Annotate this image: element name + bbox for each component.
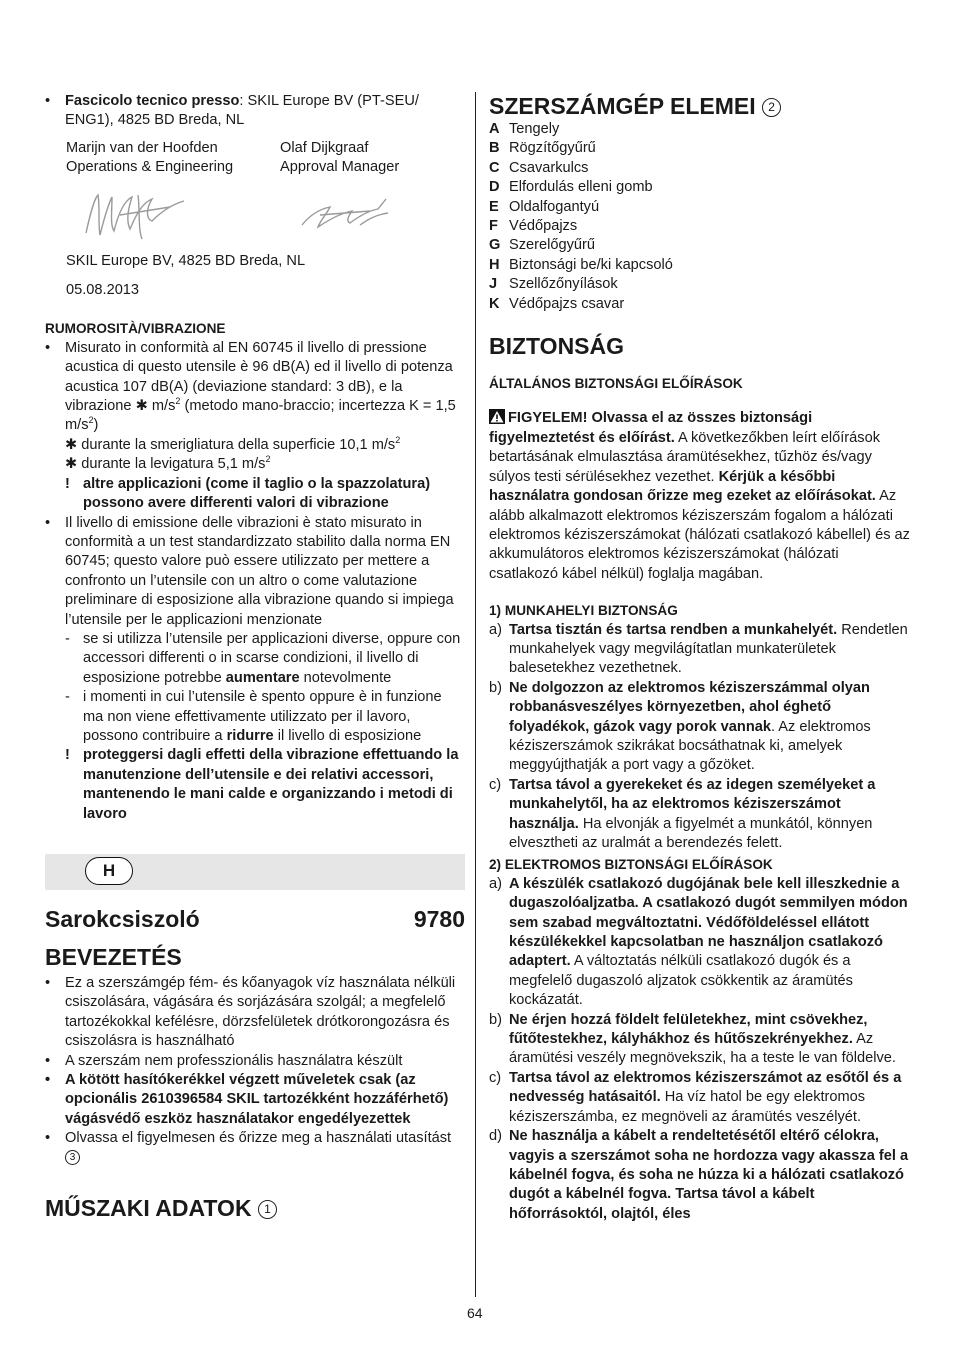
part-item: A Tengely <box>489 121 560 137</box>
signature-1 <box>80 185 190 245</box>
figure-ref-3: 3 <box>65 1150 80 1165</box>
work-safety-heading: 1) MUNKAHELYI BIZTONSÁG <box>489 603 678 619</box>
part-item: C Csavarkulcs <box>489 159 589 176</box>
figure-ref-2: 2 <box>762 98 781 117</box>
part-item: F Védőpajzs <box>489 218 578 235</box>
parts-heading: SZERSZÁMGÉP ELEMEI 2 <box>489 92 911 120</box>
general-safety-heading: ÁLTALÁNOS BIZTONSÁGI ELŐÍRÁSOK <box>489 376 743 392</box>
noise-star-1: ✱ durante la smerigliatura della superficie 10,1 $m/s^2$ <box>65 435 401 453</box>
product-title-row <box>45 905 465 933</box>
noise-star-2: ✱ durante la levigatura 5,1 $m/s^2$ <box>65 454 271 473</box>
noise-exclaim-1: ! altre applicazioni (come il taglio o la spazzolatura) possono avere differenti valori di vibrazione <box>65 475 431 512</box>
safety-heading: BIZTONSÁG <box>489 333 625 360</box>
column-divider <box>475 92 476 1297</box>
noise-item-2: • Il livello di emissione delle vibrazioni è stato misurato in conformità a un test standardizzato stabilito dalla norma EN 60745; questo valore può essere utilizzato per mettere a confronto un l’utensile con un altro o come valutazione preliminare di esposizione alla vibrazione quando si impiega l’utensile per le applicazioni menzionate <box>45 514 465 630</box>
part-item: G Szerelőgyűrű <box>489 237 595 254</box>
language-badge: H <box>85 857 133 885</box>
signer-2: Olaf Dijkgraaf Approval Manager <box>280 139 400 176</box>
noise-dash-2: - i momenti in cui l’utensile è spento oppure è in funzione ma non viene effettivamente utilizzato per il lavoro, possono contribuire a ridurre il livello di esposizione <box>65 689 442 744</box>
intro-item-2: • A szerszám nem professzionális használatra készült <box>45 1052 465 1071</box>
product-title: Sarokcsiszoló <box>45 906 200 932</box>
elec-item-c: c) Tartsa távol az elektromos kéziszerszámot az esőtől és a nedvesség hatásaitól. Ha víz hatol be egy elektromos kéziszerszámba, ez megnöveli az áramütés veszélyét. <box>489 1069 902 1125</box>
part-item: H Biztonsági be/ki kapcsoló <box>489 256 673 273</box>
work-item-c: c) Tartsa távol a gyerekeket és az idegen személyeket a munkahelytől, ha az elektromos kéziszerszámot használja. Ha elvonják a figyelmét a munkától, könnyen elvesztheti az uralmát a berendezés felett. <box>489 776 876 851</box>
part-item: K Védőpajzs csavar <box>489 295 625 312</box>
work-item-b: b) Ne dolgozzon az elektromos kéziszerszámmal olyan robbanásveszélyes környezetben, ahol éghető folyadékok, gázok vagy porok vannak. Az elektromos kéziszerszámok szikrákat bocsáthatnak ki, amelyek meggyújthatják a port vagy a gőzöket. <box>489 679 871 774</box>
work-item-a: a) Tartsa tisztán és tartsa rendben a munkahelyét. Rendetlen munkahelyek vagy megvilágítatlan munkaterületek balesetekhez vezethetnek. <box>489 621 908 677</box>
noise-dash-1: - se si utilizza l’utensile per applicazioni diverse, oppure con accessori differenti o in scarse condizioni, il livello di esposizione potrebbe aumentare notevolmente <box>65 630 461 686</box>
left-column <box>45 92 465 1222</box>
noise-item-1: • Misurato in conformità al EN 60745 il livello di pressione acustica di questo utensile è 96 dB(A) ed il livello di potenza acustica 107 dB(A) (deviazione standard: 3 dB), e la vibrazione ✱ $m/s^2$ (metodo mano-braccio; incertezza K = 1,5 $m/s^2$) <box>45 339 465 436</box>
noise-exclaim-2: ! proteggersi dagli effetti della vibrazione effettuando la manutenzione dell’utensile e dei relativi accessori, mantenendo le mani calde e organizzando i metodi di lavoro <box>65 747 459 822</box>
intro-item-3: • A kötött hasítókerékkel végzett műveletek csak (az opcionális 2610396584 SKIL tartozékként hozzáférhető) vágásvédő eszköz használatakor engedélyezettek <box>45 1071 465 1129</box>
fascicolo-item: • Fascicolo tecnico presso: SKIL Europe BV (PT-SEU/ ENG1), 4825 BD Breda, NL <box>45 92 465 131</box>
intro-heading: BEVEZETÉS <box>45 944 182 970</box>
declaration-date: 05.08.2013 <box>66 282 140 299</box>
signers <box>45 139 465 178</box>
general-warning: FIGYELEM! Olvassa el az összes biztonsági figyelmeztetést és előírást. A következőkben leírt előírások betartásának elmulasztása áramütésekhez, tűzhöz és/vagy súlyos testi sérülésekhez vezethet. Kérjük a későbbi használatra gondosan őrizze meg ezeket az előírásokat. Az alább alkalmazott elektromos kéziszerszám fogalom a hálózati elektromos kéziszerszámokat (hálózati csatlakozó kábellel) és az akkumulátoros elektromos kéziszerszámokat (hálózati csatlakozó kábel nélkül) foglalja magában. <box>489 410 910 582</box>
signatures <box>45 178 465 252</box>
electrical-safety-heading: 2) ELEKTROMOS BIZTONSÁGI ELŐÍRÁSOK <box>489 857 773 873</box>
company-address: SKIL Europe BV, 4825 BD Breda, NL <box>66 252 306 269</box>
elec-item-b: b) Ne érjen hozzá földelt felületekhez, mint csövekhez, fűtőtestekhez, kályhákhoz és hűtőszekrényekhez. Az áramütési veszély megnövekszik, ha a teste le van földelve. <box>489 1011 896 1067</box>
page-number: 64 <box>467 1305 483 1321</box>
parts-list <box>489 120 911 314</box>
figure-ref-1: 1 <box>258 1200 277 1219</box>
noise-heading: RUMOROSITÀ/VIBRAZIONE <box>45 321 226 337</box>
right-column <box>489 92 911 1224</box>
intro-item-1: • Ez a szerszámgép fém- és kőanyagok víz használata nélküli csiszolására, vágására és sorjázására szolgál; a megfelelő tartozékokkal kefélésre, dörzsfelületek drótkorongozásra és csiszolásra is használható <box>45 974 465 1052</box>
language-bar <box>45 854 465 890</box>
part-item: B Rögzítőgyűrű <box>489 140 596 157</box>
part-item: D Elfordulás elleni gomb <box>489 179 653 196</box>
part-item: J Szellőzőnyílások <box>489 276 618 293</box>
warning-icon <box>489 409 505 424</box>
part-item: E Oldalfogantyú <box>489 198 600 215</box>
tech-heading: MŰSZAKI ADATOK 1 <box>45 1194 465 1222</box>
signature-2 <box>290 185 400 245</box>
signer-1: Marijn van der Hoofden Operations & Engineering <box>66 139 234 176</box>
elec-item-d: d) Ne használja a kábelt a rendeltetésétől eltérő célokra, vagyis a szerszámot soha ne hordozza vagy akassza fel a kábelnél fogva, és soha ne húzza ki a hálózati csatlakozó dugót a kábelnél fogva. Tartsa távol a kábelt hőforrásoktól, olajtól, éles <box>489 1128 909 1222</box>
product-number: 9780 <box>413 906 465 932</box>
elec-item-a: a) A készülék csatlakozó dugójának bele kell illeszkednie a dugaszolóaljzatba. A csatlakozó dugót semmilyen módon sem szabad megváltoztatni. Védőföldeléssel ellátott készülékekkel kapcsolatban ne használjon csatlakozó adaptert. A változtatás nélküli csatlakozó dugók és a megfelelő dugaszoló aljzatok csökkentik az áramütés kockázatát. <box>489 875 908 1009</box>
intro-item-4: • Olvassa el figyelmesen és őrizze meg a használati utasítást 3 <box>45 1129 465 1168</box>
